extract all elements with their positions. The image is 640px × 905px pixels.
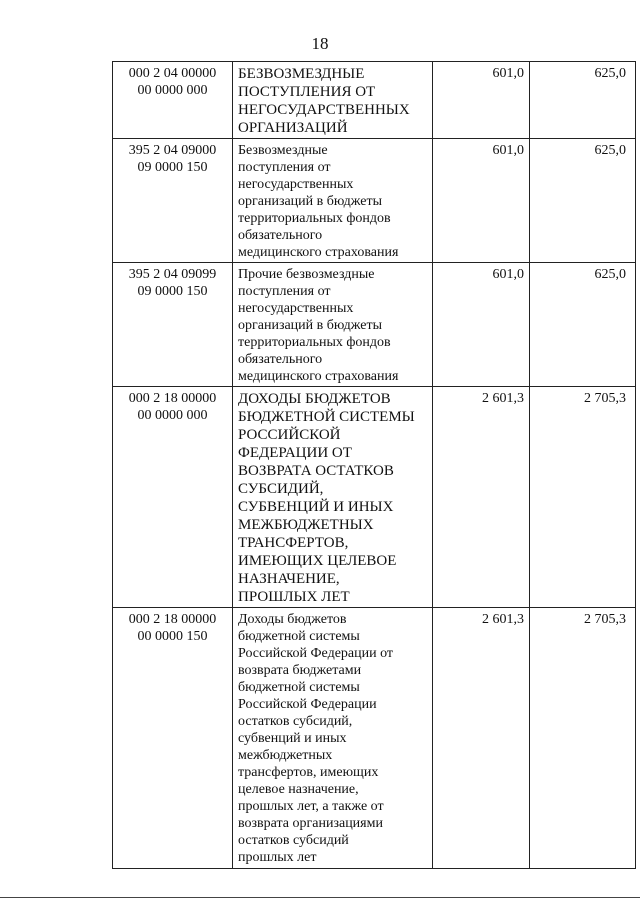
amount-cell-year2: 625,0	[530, 62, 636, 139]
amount-cell-year1: 2 601,3	[433, 387, 530, 608]
budget-code-line: 09 0000 150	[137, 284, 208, 299]
revenue-name: ДОХОДЫ БЮДЖЕТОВ БЮДЖЕТНОЙ СИСТЕМЫ РОССИЙСКОЙ ФЕДЕРАЦИИ ОТ ВОЗВРАТА ОСТАТКОВ СУБСИДИЙ, СУБВЕНЦИЙ И ИНЫХ МЕЖБЮДЖЕТНЫХ ТРАНСФЕРТОВ, ИМЕЮЩИХ ЦЕЛЕВОЕ НАЗНАЧЕНИЕ, ПРОШЛЫХ ЛЕТ	[238, 391, 415, 605]
revenue-name-cell	[233, 62, 433, 139]
amount-cell-year1: 601,0	[433, 139, 530, 263]
budget-code-cell	[113, 62, 233, 139]
budget-code-cell	[113, 387, 233, 608]
table-row	[113, 139, 636, 263]
budget-code-line: 395 2 04 09099	[128, 267, 217, 282]
table-row	[113, 387, 636, 608]
amount-cell-year1: 601,0	[433, 263, 530, 387]
page-number: 18	[311, 34, 329, 53]
amount-cell-year2: 625,0	[530, 263, 636, 387]
budget-code-cell	[113, 263, 233, 387]
table-row	[113, 608, 636, 869]
revenue-name-cell	[233, 608, 433, 869]
revenue-name-cell	[233, 139, 433, 263]
revenue-name: Прочие безвозмездные поступления от негосударственных организаций в бюджеты территориальных фондов обязательного медицинского страхования	[238, 267, 399, 384]
revenue-name-cell	[233, 263, 433, 387]
budget-code-line: 00 0000 150	[137, 629, 208, 644]
budget-revenue-table	[112, 61, 636, 869]
revenue-name: Доходы бюджетов бюджетной системы Российской Федерации от возврата бюджетами бюджетной системы Российской Федерации остатков субсидий, субвенций и иных межбюджетных трансфертов, имеющих целевое назначение, прошлых лет, а также от возврата организациями остатков субсидий прошлых лет	[238, 612, 394, 865]
amount-cell-year1: 601,0	[433, 62, 530, 139]
budget-code-cell	[113, 608, 233, 869]
budget-code-line: 00 0000 000	[137, 408, 208, 423]
budget-code-line: 09 0000 150	[137, 160, 208, 175]
budget-code-line: 000 2 18 00000	[128, 391, 217, 406]
revenue-name: БЕЗВОЗМЕЗДНЫЕ ПОСТУПЛЕНИЯ ОТ НЕГОСУДАРСТВЕННЫХ ОРГАНИЗАЦИЙ	[238, 66, 410, 136]
budget-code-line: 395 2 04 09000	[128, 143, 217, 158]
table-row	[113, 62, 636, 139]
revenue-name: Безвозмездные поступления от негосударственных организаций в бюджеты территориальных фондов обязательного медицинского страхования	[238, 143, 399, 260]
budget-code-line: 000 2 18 00000	[128, 612, 217, 627]
table-row	[113, 263, 636, 387]
amount-cell-year2: 625,0	[530, 139, 636, 263]
budget-code-cell	[113, 139, 233, 263]
budget-code-line: 00 0000 000	[137, 83, 208, 98]
budget-code-line: 000 2 04 00000	[128, 66, 217, 81]
amount-cell-year2: 2 705,3	[530, 608, 636, 869]
page-bottom-rule	[0, 897, 640, 898]
amount-cell-year1: 2 601,3	[433, 608, 530, 869]
revenue-name-cell	[233, 387, 433, 608]
amount-cell-year2: 2 705,3	[530, 387, 636, 608]
